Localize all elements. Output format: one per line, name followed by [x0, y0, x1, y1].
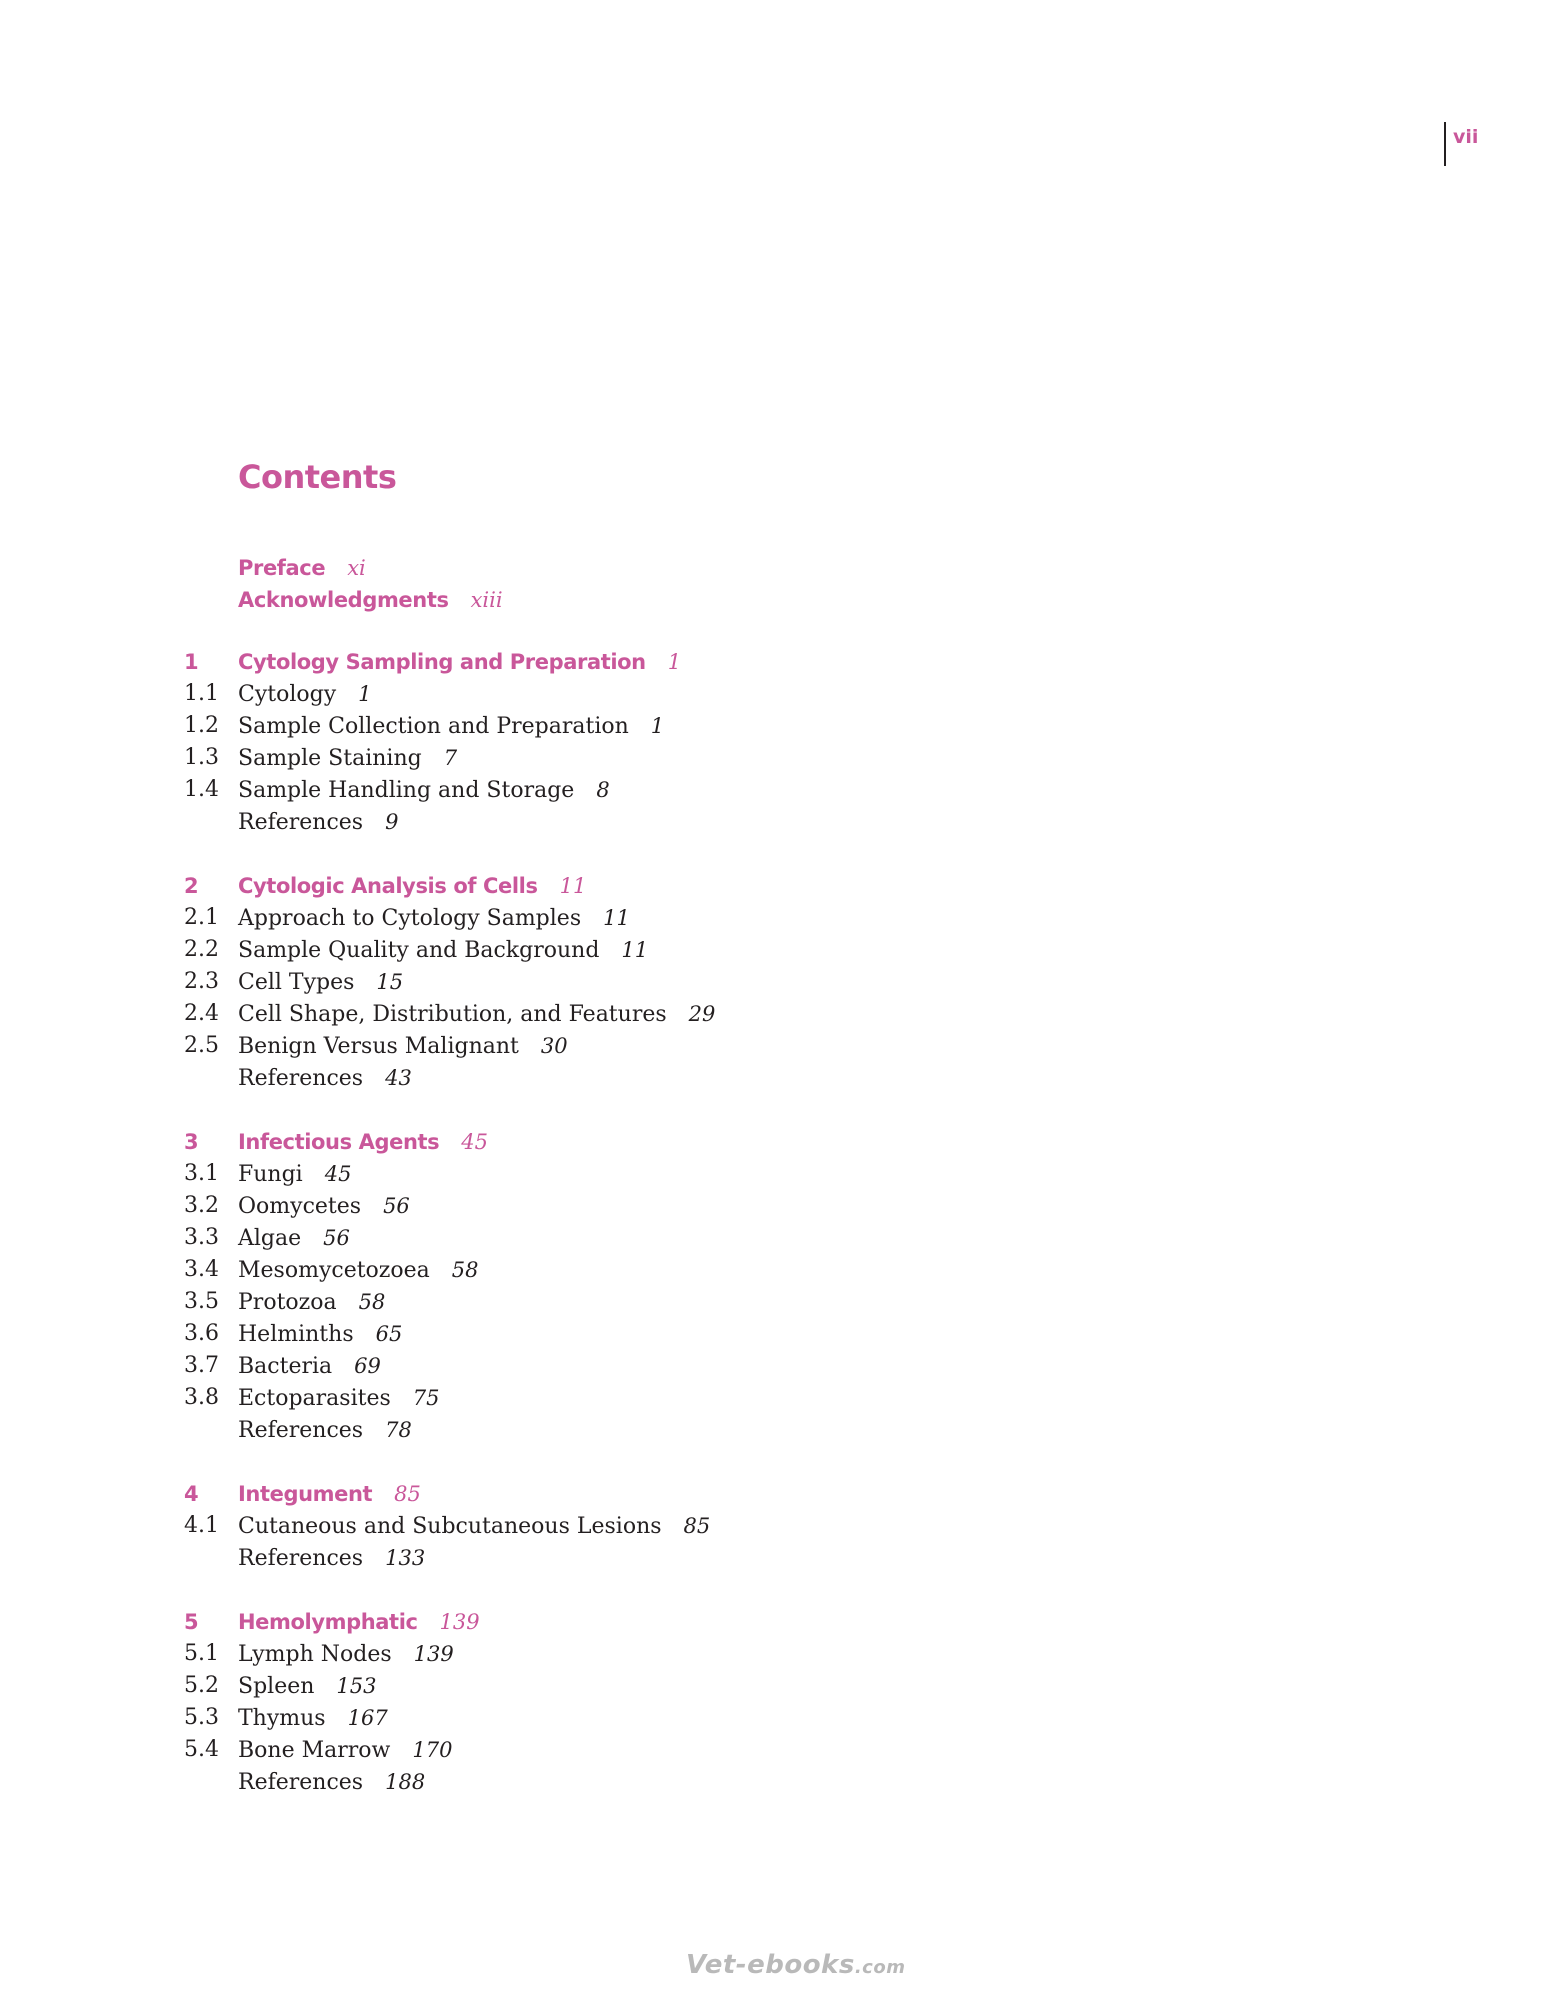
- front-matter-entry: [238, 552, 1084, 584]
- section-number: 5.1: [184, 1641, 219, 1666]
- section-number: 2.5: [184, 1033, 219, 1058]
- section-entry: [184, 998, 1084, 1030]
- section-number: 1.2: [184, 713, 219, 738]
- section-entry: [184, 710, 1084, 742]
- section-entry: [184, 774, 1084, 806]
- page-reference: 65: [375, 1322, 403, 1346]
- section-entry: [184, 966, 1084, 998]
- page-reference: 8: [596, 778, 610, 802]
- section-number: 3.2: [184, 1193, 219, 1218]
- section-title: Cell Types: [238, 970, 355, 995]
- section-number: 3.5: [184, 1289, 219, 1314]
- section-title: Sample Handling and Storage: [238, 778, 575, 803]
- chapter-title: Cytology Sampling and Preparation: [238, 650, 646, 674]
- section-title: Bone Marrow: [238, 1738, 391, 1763]
- page-reference: 153: [336, 1674, 377, 1698]
- front-matter-list: [184, 552, 1084, 616]
- section-entry: [184, 934, 1084, 966]
- page-reference: 170: [412, 1738, 453, 1762]
- page-reference: 11: [603, 906, 630, 930]
- page-reference: 56: [323, 1226, 350, 1250]
- chapter-number: 2: [184, 874, 199, 898]
- section-title: Spleen: [238, 1674, 315, 1699]
- page-number: vii: [1453, 126, 1479, 148]
- section-title: Helminths: [238, 1322, 354, 1347]
- section-title: References: [238, 1066, 364, 1091]
- page-reference: 56: [383, 1194, 410, 1218]
- section-title: References: [238, 1770, 364, 1795]
- section-title: Algae: [238, 1226, 302, 1251]
- page-number-rule: [1444, 122, 1446, 166]
- chapter-block: [184, 870, 1084, 1094]
- section-number: 5.3: [184, 1705, 219, 1730]
- section-number: 4.1: [184, 1513, 219, 1538]
- section-entry: [184, 1030, 1084, 1062]
- page-reference: 45: [461, 1130, 488, 1154]
- chapter-heading: [184, 1126, 1084, 1158]
- chapter-title: Hemolymphatic: [238, 1610, 418, 1634]
- page-reference: xi: [347, 556, 366, 580]
- page-reference: 75: [412, 1386, 440, 1410]
- section-number: 1.1: [184, 681, 219, 706]
- page-reference: 30: [540, 1034, 568, 1058]
- chapter-number: 5: [184, 1610, 199, 1634]
- section-title: Ectoparasites: [238, 1386, 391, 1411]
- page-reference: 139: [439, 1610, 480, 1634]
- section-title: Sample Quality and Background: [238, 938, 600, 963]
- section-number: 2.1: [184, 905, 219, 930]
- page-reference: 43: [385, 1066, 412, 1090]
- page-reference: 9: [385, 810, 399, 834]
- page-reference: 85: [683, 1514, 711, 1538]
- section-entry: [184, 678, 1084, 710]
- section-entry: [184, 1158, 1084, 1190]
- section-title: Fungi: [238, 1162, 303, 1187]
- section-title: Thymus: [238, 1706, 326, 1731]
- section-entry: [184, 1734, 1084, 1766]
- section-entry: [184, 806, 1084, 838]
- page-reference: 78: [385, 1418, 412, 1442]
- chapter-heading: [184, 646, 1084, 678]
- chapter-heading: [184, 1478, 1084, 1510]
- page-reference: 69: [354, 1354, 381, 1378]
- chapter-title: Integument: [238, 1482, 373, 1506]
- section-title: Sample Collection and Preparation: [238, 714, 629, 739]
- section-entry: [184, 1190, 1084, 1222]
- page-reference: 133: [385, 1546, 426, 1570]
- chapter-title: Preface: [238, 556, 326, 580]
- chapter-title: Cytologic Analysis of Cells: [238, 874, 538, 898]
- section-entry: [184, 1510, 1084, 1542]
- section-number: 3.3: [184, 1225, 219, 1250]
- page-reference: 29: [688, 1002, 716, 1026]
- watermark-suffix: .com: [854, 1957, 906, 1978]
- section-entry: [184, 1062, 1084, 1094]
- page-reference: 58: [451, 1258, 479, 1282]
- section-entry: [184, 1766, 1084, 1798]
- section-title: Sample Staining: [238, 746, 422, 771]
- page-reference: 85: [394, 1482, 421, 1506]
- section-entry: [184, 902, 1084, 934]
- page-reference: 188: [385, 1770, 426, 1794]
- section-number: 3.8: [184, 1385, 219, 1410]
- chapter-number: 3: [184, 1130, 199, 1154]
- page-title: Contents: [238, 458, 397, 496]
- section-entry: [184, 1414, 1084, 1446]
- section-number: 2.4: [184, 1001, 219, 1026]
- chapter-heading: [184, 870, 1084, 902]
- page-reference: 1: [667, 650, 682, 674]
- page-reference: 45: [324, 1162, 352, 1186]
- chapter-heading: [184, 1606, 1084, 1638]
- section-number: 3.1: [184, 1161, 219, 1186]
- table-of-contents: [184, 552, 1084, 1798]
- section-number: 1.4: [184, 777, 219, 802]
- section-number: 5.4: [184, 1737, 219, 1762]
- section-number: 2.2: [184, 937, 219, 962]
- section-title: Lymph Nodes: [238, 1642, 392, 1667]
- chapter-title: Acknowledgments: [238, 588, 449, 612]
- section-title: Cell Shape, Distribution, and Features: [238, 1002, 667, 1027]
- watermark-logo: [686, 1950, 905, 1980]
- section-entry: [184, 1702, 1084, 1734]
- page-reference: xiii: [470, 588, 503, 612]
- page-reference: 1: [358, 682, 372, 706]
- section-number: 5.2: [184, 1673, 219, 1698]
- section-entry: [184, 1318, 1084, 1350]
- section-title: Mesomycetozoea: [238, 1258, 430, 1283]
- section-entry: [184, 1670, 1084, 1702]
- chapter-list: [184, 646, 1084, 1798]
- section-title: Approach to Cytology Samples: [238, 906, 582, 931]
- section-title: References: [238, 1546, 364, 1571]
- chapter-number: 4: [184, 1482, 199, 1506]
- page-reference: 15: [376, 970, 404, 994]
- section-number: 3.4: [184, 1257, 219, 1282]
- section-entry: [184, 1254, 1084, 1286]
- page-reference: 7: [443, 746, 458, 770]
- section-number: 2.3: [184, 969, 219, 994]
- section-title: Bacteria: [238, 1354, 333, 1379]
- page-reference: 11: [559, 874, 587, 898]
- chapter-title: Infectious Agents: [238, 1130, 440, 1154]
- section-title: Cytology: [238, 682, 337, 707]
- watermark-text: Vet-ebooks: [686, 1950, 855, 1980]
- section-entry: [184, 1542, 1084, 1574]
- chapter-block: [184, 1478, 1084, 1574]
- chapter-block: [184, 646, 1084, 838]
- chapter-block: [184, 1606, 1084, 1798]
- section-entry: [184, 1286, 1084, 1318]
- section-title: References: [238, 810, 364, 835]
- section-number: 3.7: [184, 1353, 219, 1378]
- section-title: Protozoa: [238, 1290, 337, 1315]
- section-number: 3.6: [184, 1321, 219, 1346]
- page-reference: 1: [650, 714, 665, 738]
- section-entry: [184, 742, 1084, 774]
- section-entry: [184, 1350, 1084, 1382]
- section-title: Oomycetes: [238, 1194, 362, 1219]
- front-matter-entry: [238, 584, 1084, 616]
- section-entry: [184, 1638, 1084, 1670]
- page-reference: 11: [621, 938, 649, 962]
- page-reference: 139: [413, 1642, 454, 1666]
- section-entry: [184, 1382, 1084, 1414]
- section-number: 1.3: [184, 745, 219, 770]
- chapter-number: 1: [184, 650, 199, 674]
- section-title: Benign Versus Malignant: [238, 1034, 519, 1059]
- chapter-block: [184, 1126, 1084, 1446]
- page-reference: 167: [347, 1706, 388, 1730]
- section-title: Cutaneous and Subcutaneous Lesions: [238, 1514, 662, 1539]
- section-title: References: [238, 1418, 364, 1443]
- page-reference: 58: [358, 1290, 386, 1314]
- section-entry: [184, 1222, 1084, 1254]
